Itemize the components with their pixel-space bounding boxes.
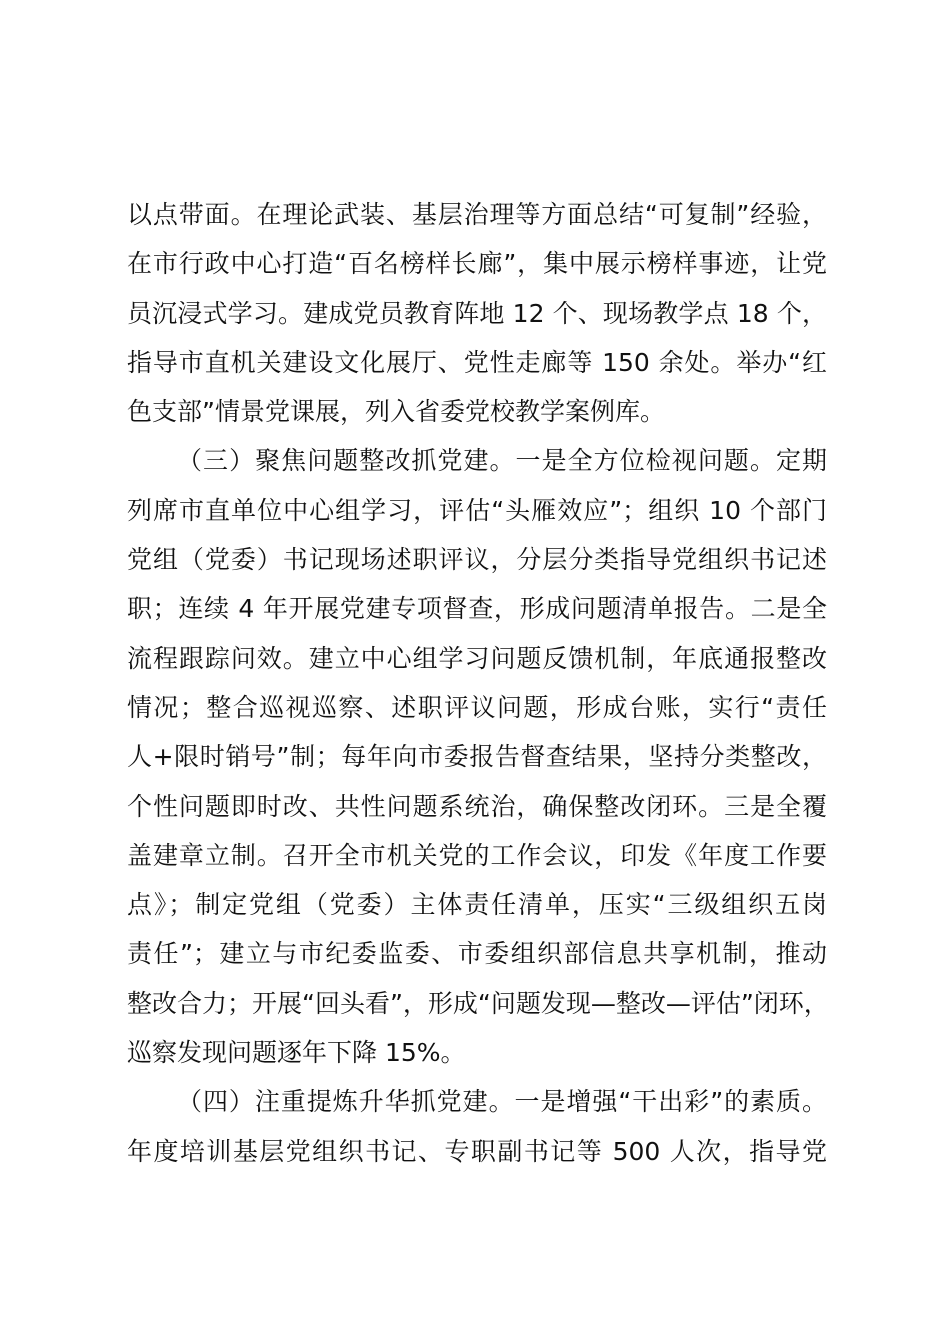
text-line: 流程跟踪问效。建立中心组学习问题反馈机制，年底通报整改 [127, 643, 827, 673]
text-line: 情况；整合巡视巡察、述职评议问题，形成台账，实行“责任 [127, 692, 827, 722]
text-line: 个性问题即时改、共性问题系统治，确保整改闭环。三是全覆 [127, 791, 827, 821]
paragraph [127, 436, 827, 1077]
text-line: （四）注重提炼升华抓党建。一是增强“干出彩”的素质。 [177, 1087, 827, 1117]
text-line: 巡察发现问题逐年下降 15%。 [127, 1038, 466, 1068]
text-line: 点》；制定党组（党委）主体责任清单，压实“三级组织五岗 [127, 890, 827, 920]
text-line: 员沉浸式学习。建成党员教育阵地 12 个、现场教学点 18 个， [127, 298, 827, 328]
paragraph [127, 1077, 827, 1176]
text-line: 列席市直单位中心组学习，评估“头雁效应”；组织 10 个部门 [127, 495, 827, 525]
text-line: 盖建章立制。召开全市机关党的工作会议，印发《年度工作要 [127, 840, 827, 870]
text-line: 人+限时销号”制；每年向市委报告督查结果，坚持分类整改， [127, 742, 827, 772]
text-line: 年度培训基层党组织书记、专职副书记等 500 人次，指导党 [127, 1136, 827, 1166]
paragraph [127, 190, 827, 436]
text-line: 色支部”情景党课展，列入省委党校教学案例库。 [127, 397, 665, 427]
text-line: 党组（党委）书记现场述职评议，分层分类指导党组织书记述 [127, 545, 827, 575]
text-line: 整改合力；开展“回头看”，形成“问题发现—整改—评估”闭环， [127, 988, 829, 1018]
text-line: 指导市直机关建设文化展厅、党性走廊等 150 余处。举办“红 [127, 347, 827, 377]
text-line: 责任”；建立与市纪委监委、市委组织部信息共享机制，推动 [127, 939, 827, 969]
document-body [127, 190, 827, 1176]
text-line: 在市行政中心打造“百名榜样长廊”，集中展示榜样事迹，让党 [127, 249, 827, 279]
text-line: 职；连续 4 年开展党建专项督查，形成问题清单报告。二是全 [127, 594, 827, 624]
text-line: 以点带面。在理论武装、基层治理等方面总结“可复制”经验， [127, 200, 827, 229]
text-line: （三）聚焦问题整改抓党建。一是全方位检视问题。定期 [177, 446, 827, 476]
